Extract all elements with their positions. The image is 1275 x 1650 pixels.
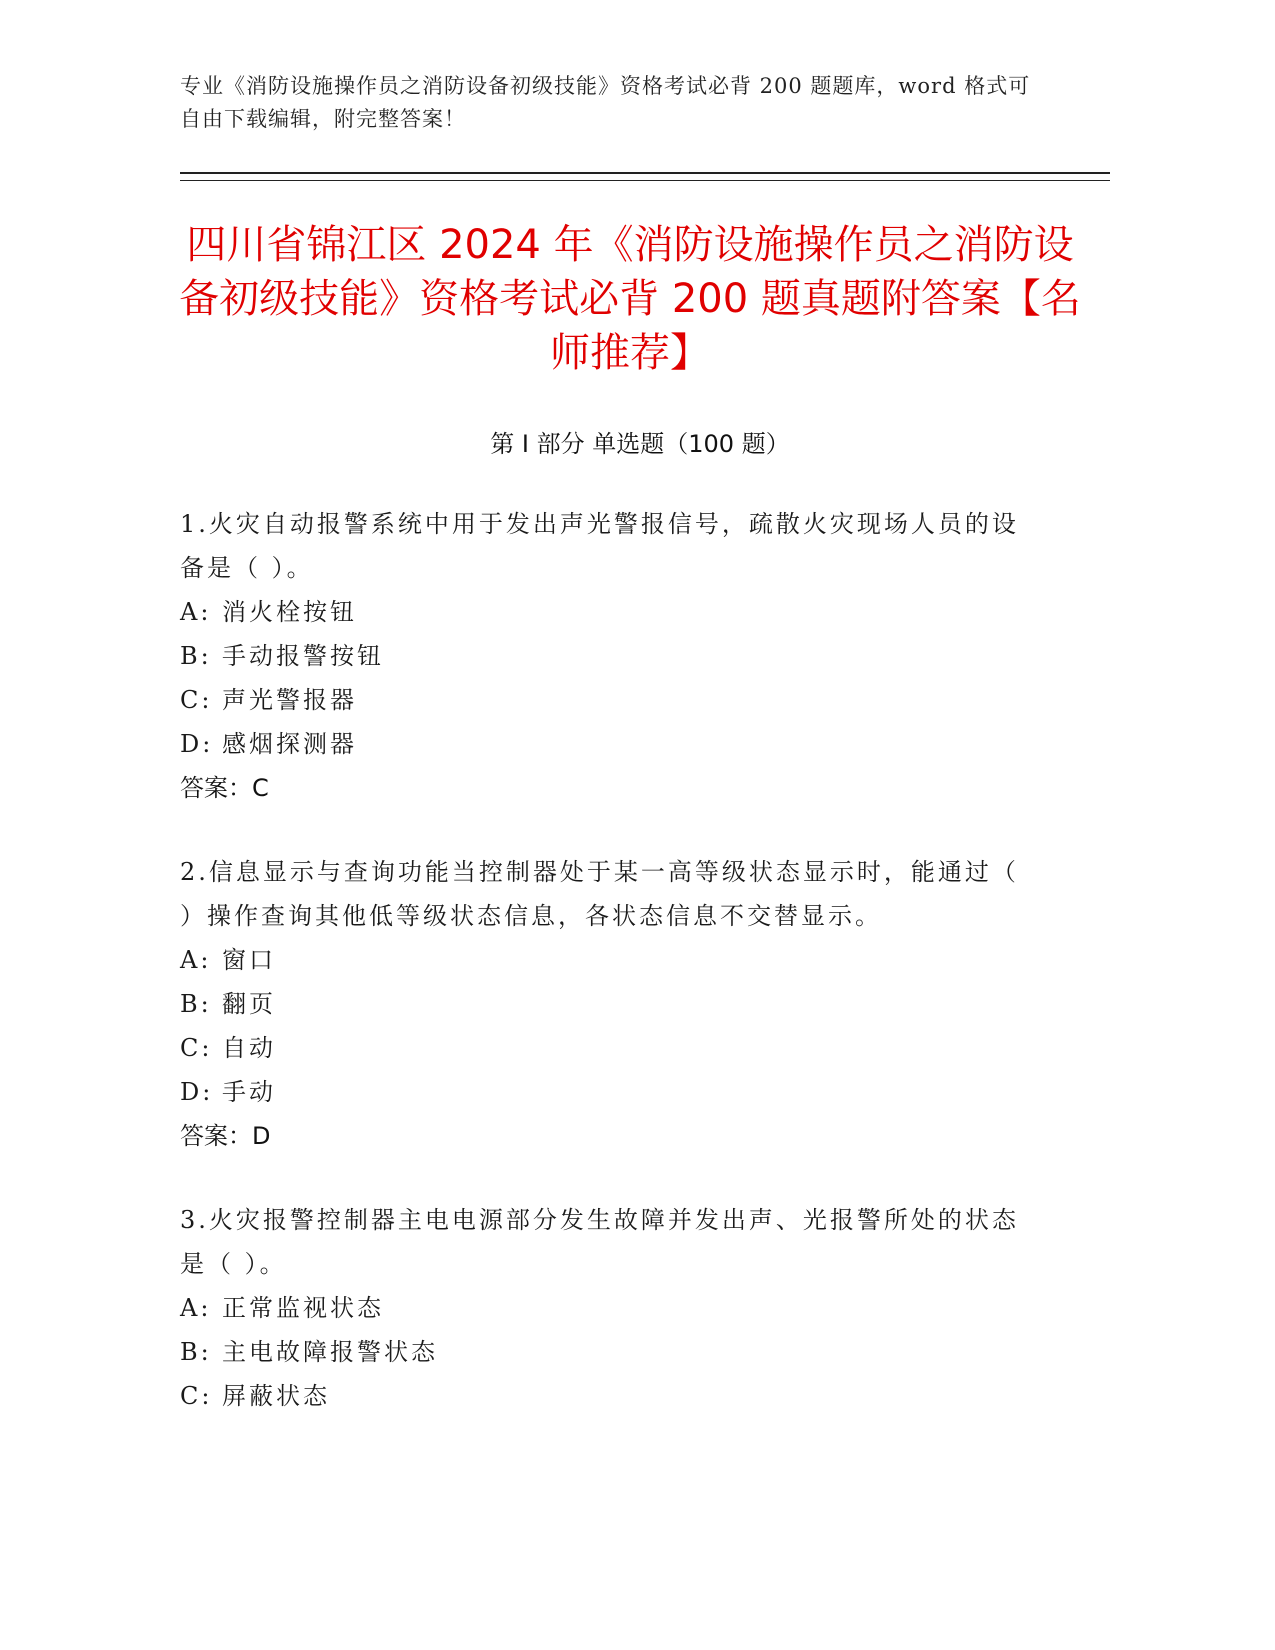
question-1 bbox=[180, 502, 1040, 810]
question-stem: 3.火灾报警控制器主电电源部分发生故障并发出声、光报警所处的状态是（ ）。 bbox=[180, 1206, 1019, 1278]
option-letter: C: bbox=[180, 1382, 213, 1410]
option-text: 窗口 bbox=[222, 946, 276, 974]
option-text: 翻页 bbox=[222, 990, 276, 1018]
option-b bbox=[180, 982, 1040, 1026]
answer-line: 答案：C bbox=[180, 774, 269, 802]
option-text: 声光警报器 bbox=[222, 686, 357, 714]
option-letter: B: bbox=[180, 990, 212, 1018]
option-text: 手动 bbox=[222, 1078, 276, 1106]
option-letter: A: bbox=[180, 946, 212, 974]
option-a bbox=[180, 1286, 1040, 1330]
question-stem: 2.信息显示与查询功能当控制器处于某一高等级状态显示时，能通过（ ）操作查询其他低等级状态信息，各状态信息不交替显示。 bbox=[180, 858, 1019, 930]
option-letter: C: bbox=[180, 1034, 213, 1062]
question-3 bbox=[180, 1198, 1040, 1418]
option-text: 感烟探测器 bbox=[222, 730, 357, 758]
option-letter: D: bbox=[180, 730, 214, 758]
option-c bbox=[180, 1026, 1040, 1070]
section-heading: 第 I 部分 单选题（100 题） bbox=[490, 430, 790, 458]
option-b bbox=[180, 634, 1040, 678]
option-a bbox=[180, 938, 1040, 982]
option-letter: A: bbox=[180, 1294, 212, 1322]
option-a bbox=[180, 590, 1040, 634]
option-text: 屏蔽状态 bbox=[222, 1382, 330, 1410]
question-2 bbox=[180, 850, 1040, 1158]
header-divider-thin bbox=[180, 180, 1110, 181]
option-d bbox=[180, 1070, 1040, 1114]
question-stem: 1.火灾自动报警系统中用于发出声光警报信号，疏散火灾现场人员的设备是（ ）。 bbox=[180, 510, 1019, 582]
option-letter: D: bbox=[180, 1078, 214, 1106]
header-note: 专业《消防设施操作员之消防设备初级技能》资格考试必背 200 题题库，word 格式可自由下载编辑，附完整答案！ bbox=[180, 74, 1031, 131]
option-text: 主电故障报警状态 bbox=[222, 1338, 438, 1366]
option-letter: B: bbox=[180, 642, 212, 670]
option-text: 正常监视状态 bbox=[222, 1294, 384, 1322]
document-title: 四川省锦江区 2024 年《消防设施操作员之消防设备初级技能》资格考试必背 200 题真题附答案【名师推荐】 bbox=[179, 222, 1081, 376]
option-text: 消火栓按钮 bbox=[222, 598, 357, 626]
option-d bbox=[180, 722, 1040, 766]
option-text: 自动 bbox=[222, 1034, 276, 1062]
answer-line: 答案：D bbox=[180, 1122, 271, 1150]
option-letter: C: bbox=[180, 686, 213, 714]
option-text: 手动报警按钮 bbox=[222, 642, 384, 670]
option-c bbox=[180, 678, 1040, 722]
option-letter: B: bbox=[180, 1338, 212, 1366]
option-b bbox=[180, 1330, 1040, 1374]
header-divider-thick bbox=[180, 172, 1110, 174]
option-letter: A: bbox=[180, 598, 212, 626]
option-c bbox=[180, 1374, 1040, 1418]
